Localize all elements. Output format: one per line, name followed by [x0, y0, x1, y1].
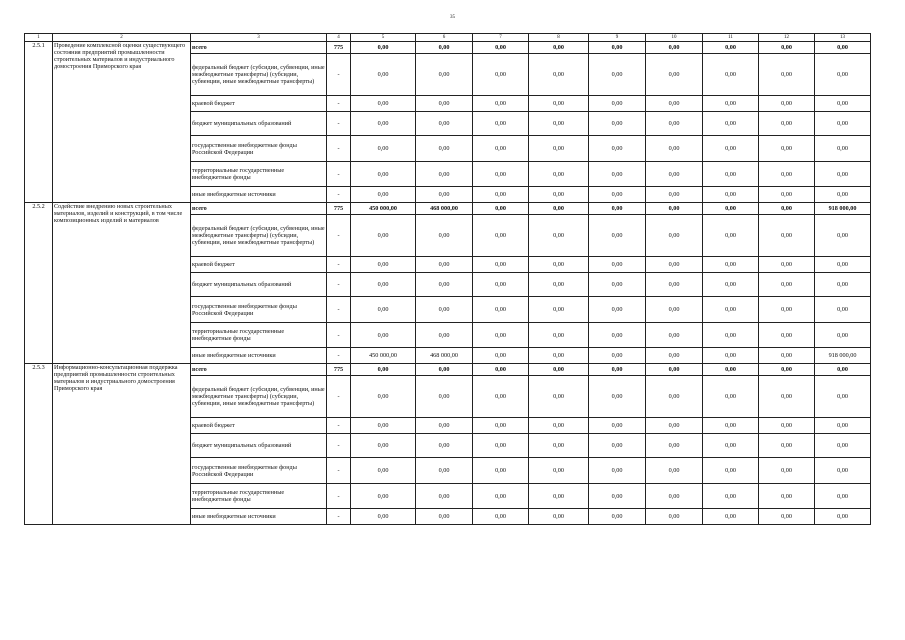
amount-cell: 0,00 — [473, 162, 529, 187]
amount-cell: 0,00 — [473, 434, 529, 458]
amount-cell: 0,00 — [589, 273, 646, 297]
amount-cell: 0,00 — [473, 418, 529, 434]
amount-cell: 0,00 — [351, 418, 416, 434]
amount-cell: 0,00 — [759, 54, 815, 96]
amount-cell: 0,00 — [529, 162, 589, 187]
header-cell: 3 — [191, 34, 327, 42]
amount-cell: 0,00 — [646, 273, 703, 297]
column-4-value: 775 — [327, 203, 351, 215]
amount-cell: 0,00 — [589, 215, 646, 257]
amount-cell: 0,00 — [815, 418, 871, 434]
amount-cell: 0,00 — [589, 348, 646, 364]
amount-cell: 0,00 — [529, 458, 589, 484]
header-cell: 5 — [351, 34, 416, 42]
amount-cell: 0,00 — [351, 297, 416, 323]
amount-cell: 0,00 — [351, 257, 416, 273]
amount-cell: 0,00 — [815, 257, 871, 273]
amount-cell: 0,00 — [646, 215, 703, 257]
column-4-value: - — [327, 54, 351, 96]
amount-cell: 0,00 — [416, 484, 473, 509]
amount-cell: 0,00 — [703, 364, 759, 376]
amount-cell: 0,00 — [529, 297, 589, 323]
amount-cell: 0,00 — [351, 458, 416, 484]
amount-cell: 468 000,00 — [416, 348, 473, 364]
amount-cell: 0,00 — [815, 187, 871, 203]
item-name: Проведение комплексной оценки существующего состояния предприятий промышленности строительных материалов и индустриального домостроения Приморского края — [53, 42, 191, 203]
amount-cell: 0,00 — [703, 96, 759, 112]
amount-cell: 0,00 — [703, 257, 759, 273]
amount-cell: 0,00 — [703, 484, 759, 509]
header-cell: 6 — [416, 34, 473, 42]
funding-source: иные внебюджетные источники — [191, 509, 327, 525]
amount-cell: 0,00 — [646, 42, 703, 54]
amount-cell: 0,00 — [416, 215, 473, 257]
amount-cell: 0,00 — [416, 297, 473, 323]
header-cell: 9 — [589, 34, 646, 42]
amount-cell: 0,00 — [416, 273, 473, 297]
header-cell: 7 — [473, 34, 529, 42]
amount-cell: 0,00 — [815, 112, 871, 136]
amount-cell: 0,00 — [351, 162, 416, 187]
amount-cell: 0,00 — [529, 42, 589, 54]
amount-cell: 0,00 — [529, 96, 589, 112]
amount-cell: 0,00 — [703, 376, 759, 418]
column-4-value: 775 — [327, 42, 351, 54]
amount-cell: 0,00 — [646, 187, 703, 203]
amount-cell: 0,00 — [529, 112, 589, 136]
amount-cell: 0,00 — [529, 187, 589, 203]
funding-source: иные внебюджетные источники — [191, 187, 327, 203]
amount-cell: 468 000,00 — [416, 203, 473, 215]
amount-cell: 0,00 — [759, 434, 815, 458]
funding-source: всего — [191, 364, 327, 376]
amount-cell: 0,00 — [703, 348, 759, 364]
header-cell: 1 — [25, 34, 53, 42]
amount-cell: 0,00 — [529, 54, 589, 96]
amount-cell: 0,00 — [815, 162, 871, 187]
column-4-value: - — [327, 162, 351, 187]
funding-source: иные внебюджетные источники — [191, 348, 327, 364]
amount-cell: 0,00 — [416, 136, 473, 162]
amount-cell: 0,00 — [589, 257, 646, 273]
amount-cell: 0,00 — [646, 136, 703, 162]
amount-cell: 0,00 — [815, 42, 871, 54]
amount-cell: 0,00 — [416, 509, 473, 525]
table-row — [25, 42, 871, 54]
item-code: 2.5.2 — [25, 203, 53, 364]
amount-cell: 0,00 — [351, 434, 416, 458]
amount-cell: 0,00 — [351, 112, 416, 136]
amount-cell: 0,00 — [529, 215, 589, 257]
amount-cell: 0,00 — [589, 136, 646, 162]
amount-cell: 0,00 — [815, 215, 871, 257]
funding-source: федеральный бюджет (субсидии, субвенции, иные межбюджетные трансферты) (субсидии, субвенции, иные межбюджетные трансферты) — [191, 376, 327, 418]
funding-source: государственные внебюджетные фонды Российской Федерации — [191, 136, 327, 162]
page-number: 35 — [450, 15, 455, 20]
amount-cell: 450 000,00 — [351, 203, 416, 215]
amount-cell: 0,00 — [703, 297, 759, 323]
amount-cell: 0,00 — [759, 509, 815, 525]
amount-cell: 0,00 — [416, 96, 473, 112]
amount-cell: 0,00 — [416, 376, 473, 418]
amount-cell: 0,00 — [703, 112, 759, 136]
amount-cell: 0,00 — [473, 187, 529, 203]
amount-cell: 0,00 — [646, 418, 703, 434]
item-code: 2.5.3 — [25, 364, 53, 525]
funding-source: федеральный бюджет (субсидии, субвенции, иные межбюджетные трансферты) (субсидии, субвенции, иные межбюджетные трансферты) — [191, 215, 327, 257]
funding-source: бюджет муниципальных образований — [191, 434, 327, 458]
amount-cell: 0,00 — [351, 484, 416, 509]
amount-cell: 0,00 — [815, 54, 871, 96]
amount-cell: 0,00 — [703, 203, 759, 215]
amount-cell: 0,00 — [529, 348, 589, 364]
budget-table — [24, 33, 871, 525]
amount-cell: 0,00 — [529, 273, 589, 297]
amount-cell: 0,00 — [589, 187, 646, 203]
column-4-value: - — [327, 348, 351, 364]
column-4-value: - — [327, 434, 351, 458]
amount-cell: 0,00 — [646, 458, 703, 484]
column-4-value: - — [327, 509, 351, 525]
amount-cell: 0,00 — [646, 376, 703, 418]
amount-cell: 0,00 — [416, 434, 473, 458]
column-4-value: - — [327, 458, 351, 484]
header-cell: 13 — [815, 34, 871, 42]
amount-cell: 0,00 — [646, 96, 703, 112]
item-name: Информационно-консультационная поддержка предприятий промышленности строительных материалов и индустриального домостроения Приморского края — [53, 364, 191, 525]
amount-cell: 0,00 — [759, 42, 815, 54]
amount-cell: 0,00 — [416, 257, 473, 273]
amount-cell: 0,00 — [589, 509, 646, 525]
column-4-value: - — [327, 136, 351, 162]
column-4-value: - — [327, 215, 351, 257]
amount-cell: 0,00 — [589, 54, 646, 96]
amount-cell: 0,00 — [703, 434, 759, 458]
item-code: 2.5.1 — [25, 42, 53, 203]
amount-cell: 0,00 — [473, 203, 529, 215]
amount-cell: 0,00 — [473, 273, 529, 297]
amount-cell: 0,00 — [351, 364, 416, 376]
header-cell: 11 — [703, 34, 759, 42]
header-cell: 2 — [53, 34, 191, 42]
amount-cell: 0,00 — [473, 215, 529, 257]
amount-cell: 0,00 — [473, 54, 529, 96]
amount-cell: 0,00 — [351, 509, 416, 525]
amount-cell: 0,00 — [416, 418, 473, 434]
amount-cell: 0,00 — [815, 364, 871, 376]
amount-cell: 0,00 — [589, 203, 646, 215]
funding-source: бюджет муниципальных образований — [191, 273, 327, 297]
funding-source: федеральный бюджет (субсидии, субвенции, иные межбюджетные трансферты) (субсидии, субвенции, иные межбюджетные трансферты) — [191, 54, 327, 96]
amount-cell: 0,00 — [759, 162, 815, 187]
amount-cell: 0,00 — [703, 418, 759, 434]
amount-cell: 0,00 — [759, 376, 815, 418]
amount-cell: 0,00 — [759, 215, 815, 257]
column-4-value: - — [327, 418, 351, 434]
column-4-value: - — [327, 323, 351, 348]
amount-cell: 0,00 — [589, 484, 646, 509]
amount-cell: 450 000,00 — [351, 348, 416, 364]
column-4-value: 775 — [327, 364, 351, 376]
amount-cell: 0,00 — [416, 187, 473, 203]
table-row — [25, 364, 871, 376]
amount-cell: 0,00 — [759, 112, 815, 136]
column-4-value: - — [327, 96, 351, 112]
funding-source: территориальные государственные внебюджетные фонды — [191, 162, 327, 187]
amount-cell: 0,00 — [473, 42, 529, 54]
funding-source: государственные внебюджетные фонды Российской Федерации — [191, 297, 327, 323]
amount-cell: 0,00 — [473, 96, 529, 112]
header-cell: 8 — [529, 34, 589, 42]
amount-cell: 0,00 — [815, 458, 871, 484]
amount-cell: 0,00 — [589, 376, 646, 418]
amount-cell: 0,00 — [815, 376, 871, 418]
amount-cell: 0,00 — [759, 297, 815, 323]
amount-cell: 0,00 — [473, 257, 529, 273]
amount-cell: 0,00 — [646, 323, 703, 348]
amount-cell: 0,00 — [759, 96, 815, 112]
amount-cell: 0,00 — [351, 376, 416, 418]
header-cell: 4 — [327, 34, 351, 42]
column-4-value: - — [327, 257, 351, 273]
amount-cell: 0,00 — [529, 509, 589, 525]
funding-source: краевой бюджет — [191, 257, 327, 273]
amount-cell: 0,00 — [473, 348, 529, 364]
amount-cell: 0,00 — [759, 364, 815, 376]
amount-cell: 0,00 — [529, 257, 589, 273]
amount-cell: 0,00 — [815, 136, 871, 162]
amount-cell: 0,00 — [529, 136, 589, 162]
column-4-value: - — [327, 187, 351, 203]
amount-cell: 0,00 — [529, 418, 589, 434]
amount-cell: 0,00 — [703, 162, 759, 187]
amount-cell: 0,00 — [646, 162, 703, 187]
amount-cell: 0,00 — [759, 323, 815, 348]
column-4-value: - — [327, 273, 351, 297]
amount-cell: 0,00 — [703, 136, 759, 162]
column-number-row — [25, 34, 871, 42]
amount-cell: 0,00 — [589, 42, 646, 54]
amount-cell: 0,00 — [815, 273, 871, 297]
amount-cell: 0,00 — [473, 136, 529, 162]
amount-cell: 0,00 — [589, 434, 646, 458]
amount-cell: 0,00 — [416, 162, 473, 187]
amount-cell: 0,00 — [759, 273, 815, 297]
amount-cell: 0,00 — [589, 418, 646, 434]
amount-cell: 0,00 — [759, 203, 815, 215]
column-4-value: - — [327, 297, 351, 323]
amount-cell: 0,00 — [473, 297, 529, 323]
amount-cell: 0,00 — [759, 136, 815, 162]
funding-source: всего — [191, 203, 327, 215]
amount-cell: 0,00 — [351, 187, 416, 203]
amount-cell: 0,00 — [351, 323, 416, 348]
amount-cell: 0,00 — [473, 323, 529, 348]
amount-cell: 0,00 — [646, 257, 703, 273]
column-4-value: - — [327, 112, 351, 136]
amount-cell: 0,00 — [416, 112, 473, 136]
amount-cell: 0,00 — [759, 484, 815, 509]
amount-cell: 0,00 — [351, 273, 416, 297]
amount-cell: 0,00 — [703, 187, 759, 203]
amount-cell: 0,00 — [529, 323, 589, 348]
amount-cell: 0,00 — [351, 136, 416, 162]
column-4-value: - — [327, 484, 351, 509]
amount-cell: 0,00 — [759, 418, 815, 434]
amount-cell: 0,00 — [473, 458, 529, 484]
amount-cell: 0,00 — [703, 458, 759, 484]
amount-cell: 0,00 — [703, 273, 759, 297]
amount-cell: 0,00 — [703, 509, 759, 525]
amount-cell: 0,00 — [416, 323, 473, 348]
amount-cell: 0,00 — [473, 364, 529, 376]
amount-cell: 0,00 — [529, 203, 589, 215]
amount-cell: 0,00 — [416, 54, 473, 96]
amount-cell: 0,00 — [815, 484, 871, 509]
amount-cell: 0,00 — [646, 297, 703, 323]
table-body — [25, 34, 871, 525]
amount-cell: 0,00 — [646, 484, 703, 509]
amount-cell: 0,00 — [759, 187, 815, 203]
amount-cell: 0,00 — [815, 434, 871, 458]
amount-cell: 0,00 — [589, 112, 646, 136]
amount-cell: 0,00 — [529, 484, 589, 509]
amount-cell: 0,00 — [703, 42, 759, 54]
amount-cell: 0,00 — [529, 434, 589, 458]
table-row — [25, 203, 871, 215]
amount-cell: 918 000,00 — [815, 348, 871, 364]
amount-cell: 0,00 — [646, 348, 703, 364]
funding-source: территориальные государственные внебюджетные фонды — [191, 323, 327, 348]
amount-cell: 0,00 — [646, 509, 703, 525]
amount-cell: 0,00 — [529, 364, 589, 376]
amount-cell: 0,00 — [416, 42, 473, 54]
amount-cell: 0,00 — [815, 297, 871, 323]
amount-cell: 0,00 — [703, 54, 759, 96]
amount-cell: 0,00 — [815, 509, 871, 525]
amount-cell: 0,00 — [815, 323, 871, 348]
amount-cell: 0,00 — [351, 96, 416, 112]
amount-cell: 0,00 — [473, 376, 529, 418]
amount-cell: 0,00 — [703, 215, 759, 257]
amount-cell: 0,00 — [416, 364, 473, 376]
amount-cell: 0,00 — [646, 364, 703, 376]
header-cell: 12 — [759, 34, 815, 42]
funding-source: бюджет муниципальных образований — [191, 112, 327, 136]
amount-cell: 0,00 — [759, 257, 815, 273]
amount-cell: 0,00 — [703, 323, 759, 348]
amount-cell: 0,00 — [646, 203, 703, 215]
amount-cell: 0,00 — [589, 323, 646, 348]
amount-cell: 0,00 — [815, 96, 871, 112]
funding-source: всего — [191, 42, 327, 54]
funding-source: краевой бюджет — [191, 96, 327, 112]
amount-cell: 0,00 — [589, 96, 646, 112]
amount-cell: 0,00 — [646, 54, 703, 96]
funding-source: территориальные государственные внебюджетные фонды — [191, 484, 327, 509]
amount-cell: 0,00 — [416, 458, 473, 484]
item-name: Содействие внедрению новых строительных материалов, изделий и конструкций, в том числе композиционных изделий и материалов — [53, 203, 191, 364]
amount-cell: 0,00 — [646, 434, 703, 458]
header-cell: 10 — [646, 34, 703, 42]
amount-cell: 0,00 — [473, 112, 529, 136]
amount-cell: 0,00 — [473, 509, 529, 525]
funding-source: государственные внебюджетные фонды Российской Федерации — [191, 458, 327, 484]
amount-cell: 0,00 — [589, 162, 646, 187]
amount-cell: 0,00 — [529, 376, 589, 418]
amount-cell: 0,00 — [646, 112, 703, 136]
amount-cell: 0,00 — [759, 458, 815, 484]
amount-cell: 918 000,00 — [815, 203, 871, 215]
amount-cell: 0,00 — [589, 458, 646, 484]
amount-cell: 0,00 — [351, 54, 416, 96]
amount-cell: 0,00 — [473, 484, 529, 509]
column-4-value: - — [327, 376, 351, 418]
amount-cell: 0,00 — [589, 364, 646, 376]
amount-cell: 0,00 — [351, 42, 416, 54]
funding-source: краевой бюджет — [191, 418, 327, 434]
amount-cell: 0,00 — [759, 348, 815, 364]
amount-cell: 0,00 — [351, 215, 416, 257]
amount-cell: 0,00 — [589, 297, 646, 323]
